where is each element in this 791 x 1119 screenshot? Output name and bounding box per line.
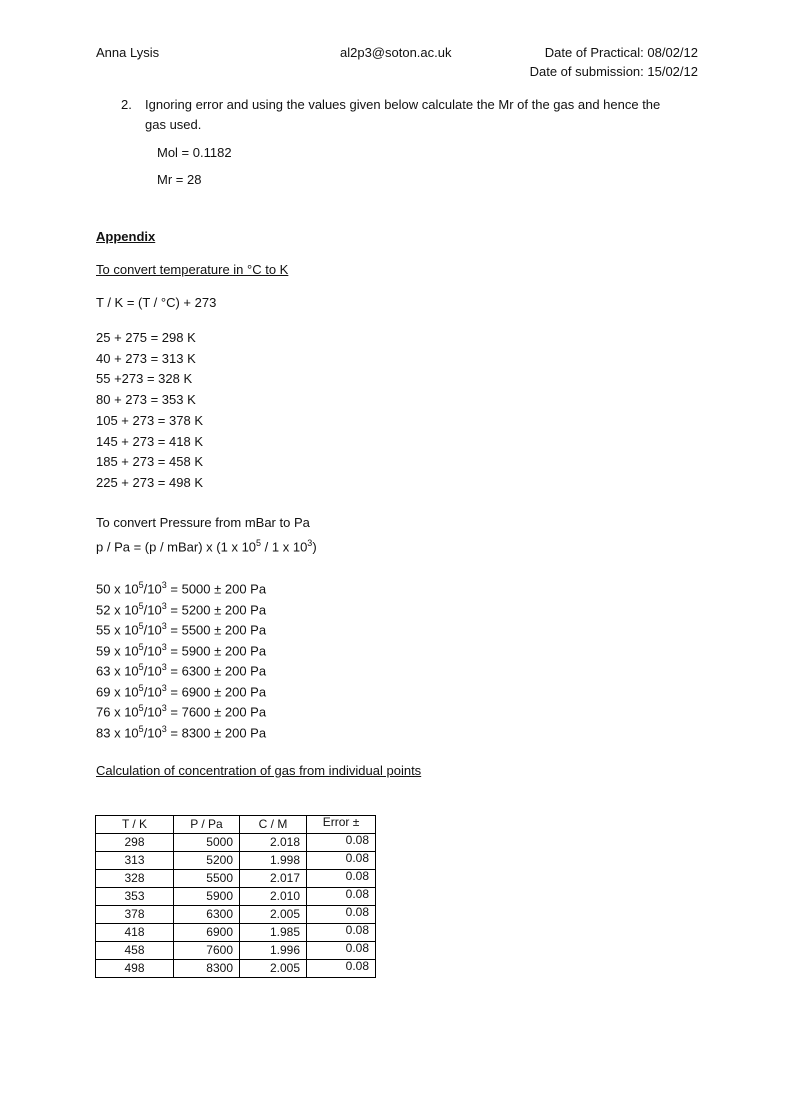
pressure-base: 69 bbox=[96, 683, 111, 699]
pressure-base: 55 bbox=[96, 622, 111, 638]
table-body bbox=[96, 834, 376, 978]
pressure-result: = 8300 ± 200 Pa bbox=[170, 724, 267, 740]
pressure-divisor: /10 bbox=[143, 683, 162, 699]
cell-concentration: 2.018 bbox=[240, 834, 307, 852]
cell-error: 0.08 bbox=[307, 906, 376, 924]
pressure-base: 59 bbox=[96, 642, 111, 658]
pressure-base: 52 bbox=[96, 601, 111, 617]
table-row bbox=[96, 834, 376, 852]
header-temperature: T / K bbox=[96, 816, 174, 834]
pressure-base: 83 bbox=[96, 724, 111, 740]
pressure-result: = 5500 ± 200 Pa bbox=[170, 622, 267, 638]
question-number: 2. bbox=[121, 97, 132, 112]
temperature-conversion-line: 225 + 273 = 498 K bbox=[96, 474, 203, 490]
cell-error: 0.08 bbox=[307, 942, 376, 960]
pressure-exponent-denominator: 3 bbox=[161, 580, 167, 590]
pressure-result: = 5900 ± 200 Pa bbox=[170, 642, 267, 658]
pressure-conversion-line bbox=[96, 700, 266, 720]
cell-pressure: 7600 bbox=[174, 942, 240, 960]
pressure-result: = 5000 ± 200 Pa bbox=[170, 581, 267, 597]
cell-concentration: 1.985 bbox=[240, 924, 307, 942]
date-of-submission: Date of submission: 15/02/12 bbox=[529, 64, 698, 79]
table-row bbox=[96, 942, 376, 960]
cell-error: 0.08 bbox=[307, 834, 376, 852]
pressure-formula bbox=[96, 535, 317, 555]
pressure-conversion-line bbox=[96, 598, 266, 618]
temperature-conversion-line: 25 + 275 = 298 K bbox=[96, 330, 196, 345]
cell-temperature: 498 bbox=[96, 960, 174, 978]
header-pressure: P / Pa bbox=[174, 816, 240, 834]
pressure-formula-part-b: / 1 x 10 bbox=[261, 539, 308, 555]
pressure-exponent-denominator: 3 bbox=[161, 703, 167, 713]
cell-concentration: 2.005 bbox=[240, 960, 307, 978]
temperature-conversion-line: 105 + 273 = 378 K bbox=[96, 412, 203, 428]
cell-temperature: 458 bbox=[96, 942, 174, 960]
temperature-conversion-line: 145 + 273 = 418 K bbox=[96, 433, 203, 449]
pressure-conversion-line bbox=[96, 639, 266, 659]
author-email: al2p3@soton.ac.uk bbox=[340, 45, 452, 60]
pressure-multiplier: x 10 bbox=[110, 581, 139, 597]
cell-concentration: 2.005 bbox=[240, 906, 307, 924]
appendix-heading: Appendix bbox=[96, 229, 156, 244]
table-row bbox=[96, 888, 376, 906]
temperature-conversion-line: 40 + 273 = 313 K bbox=[96, 350, 196, 366]
pressure-divisor: /10 bbox=[143, 622, 162, 638]
pressure-divisor: /10 bbox=[143, 663, 162, 679]
pressure-divisor: /10 bbox=[143, 601, 162, 617]
cell-temperature: 353 bbox=[96, 888, 174, 906]
pressure-divisor: /10 bbox=[143, 724, 162, 740]
cell-error: 0.08 bbox=[307, 852, 376, 870]
pressure-divisor: /10 bbox=[143, 642, 162, 658]
cell-temperature: 378 bbox=[96, 906, 174, 924]
concentration-heading: Calculation of concentration of gas from individual points bbox=[96, 763, 422, 778]
pressure-exponent-numerator: 5 bbox=[138, 662, 144, 672]
pressure-conversion-line bbox=[96, 659, 266, 679]
pressure-exponent-denominator: 3 bbox=[161, 600, 167, 611]
temperature-conversion-line: 80 + 273 = 353 K bbox=[96, 392, 196, 408]
cell-pressure: 5000 bbox=[174, 834, 240, 852]
pressure-multiplier: x 10 bbox=[110, 683, 139, 699]
temperature-conversion-line: 55 +273 = 328 K bbox=[96, 371, 193, 387]
pressure-base: 63 bbox=[96, 663, 111, 679]
cell-temperature: 298 bbox=[96, 834, 174, 852]
pressure-result: = 6300 ± 200 Pa bbox=[170, 663, 267, 679]
pressure-multiplier: x 10 bbox=[110, 622, 139, 638]
table-row bbox=[96, 924, 376, 942]
cell-error: 0.08 bbox=[307, 960, 376, 978]
pressure-exponent-denominator: 3 bbox=[161, 621, 167, 631]
pressure-exponent-numerator: 5 bbox=[138, 723, 144, 734]
table-row bbox=[96, 852, 376, 870]
pressure-exponent-numerator: 5 bbox=[138, 682, 144, 693]
cell-concentration: 1.996 bbox=[240, 942, 307, 960]
question-text-line1: Ignoring error and using the values given below calculate the Mr of the gas and hence the bbox=[145, 97, 661, 112]
cell-pressure: 5500 bbox=[174, 870, 240, 888]
table-row bbox=[96, 960, 376, 978]
pressure-exponent-denominator: 3 bbox=[161, 641, 167, 652]
mr-value: Mr = 28 bbox=[157, 172, 202, 187]
question-text-line2: gas used. bbox=[145, 117, 202, 132]
cell-error: 0.08 bbox=[307, 888, 376, 906]
pressure-exponent-denominator: 3 bbox=[161, 723, 167, 734]
pressure-multiplier: x 10 bbox=[110, 601, 139, 617]
cell-concentration: 2.017 bbox=[240, 870, 307, 888]
pressure-divisor: /10 bbox=[143, 581, 162, 597]
pressure-exponent-numerator: 5 bbox=[138, 600, 144, 611]
cell-concentration: 2.010 bbox=[240, 888, 307, 906]
pressure-formula-part-c: ) bbox=[312, 539, 317, 555]
pressure-formula-exponent-2: 3 bbox=[307, 538, 313, 548]
concentration-table bbox=[95, 815, 376, 978]
pressure-conversion-line bbox=[96, 577, 266, 597]
pressure-formula-exponent-1: 5 bbox=[256, 538, 262, 548]
temperature-heading: To convert temperature in °C to K bbox=[96, 262, 289, 277]
pressure-exponent-numerator: 5 bbox=[138, 641, 144, 652]
pressure-base: 50 bbox=[96, 581, 111, 597]
author-name: Anna Lysis bbox=[96, 45, 160, 60]
pressure-formula-part-a: p / Pa = (p / mBar) x (1 x 10 bbox=[96, 539, 257, 555]
pressure-conversion-line bbox=[96, 618, 266, 638]
pressure-result: = 7600 ± 200 Pa bbox=[170, 704, 267, 720]
temperature-formula: T / K = (T / °C) + 273 bbox=[96, 295, 217, 310]
cell-pressure: 5200 bbox=[174, 852, 240, 870]
cell-pressure: 6300 bbox=[174, 906, 240, 924]
pressure-result: = 5200 ± 200 Pa bbox=[170, 601, 267, 617]
pressure-exponent-denominator: 3 bbox=[161, 662, 167, 672]
cell-concentration: 1.998 bbox=[240, 852, 307, 870]
pressure-base: 76 bbox=[96, 704, 111, 720]
cell-temperature: 313 bbox=[96, 852, 174, 870]
cell-pressure: 8300 bbox=[174, 960, 240, 978]
pressure-exponent-numerator: 5 bbox=[138, 703, 144, 713]
temperature-conversion-line: 185 + 273 = 458 K bbox=[96, 454, 203, 470]
pressure-conversion-line bbox=[96, 721, 266, 741]
table-header-row bbox=[96, 816, 376, 834]
pressure-multiplier: x 10 bbox=[110, 724, 139, 740]
pressure-conversion-line bbox=[96, 680, 266, 700]
cell-error: 0.08 bbox=[307, 870, 376, 888]
pressure-divisor: /10 bbox=[143, 704, 162, 720]
pressure-exponent-numerator: 5 bbox=[138, 580, 144, 590]
cell-pressure: 6900 bbox=[174, 924, 240, 942]
table-row bbox=[96, 870, 376, 888]
header-concentration: C / M bbox=[240, 816, 307, 834]
header-error: Error ± bbox=[307, 816, 376, 834]
pressure-exponent-denominator: 3 bbox=[161, 682, 167, 693]
pressure-multiplier: x 10 bbox=[110, 642, 139, 658]
mol-value: Mol = 0.1182 bbox=[157, 145, 232, 160]
pressure-multiplier: x 10 bbox=[110, 704, 139, 720]
table-row bbox=[96, 906, 376, 924]
pressure-result: = 6900 ± 200 Pa bbox=[170, 683, 267, 699]
pressure-exponent-numerator: 5 bbox=[138, 621, 144, 631]
cell-pressure: 5900 bbox=[174, 888, 240, 906]
cell-error: 0.08 bbox=[307, 924, 376, 942]
cell-temperature: 328 bbox=[96, 870, 174, 888]
pressure-heading: To convert Pressure from mBar to Pa bbox=[96, 515, 310, 530]
cell-temperature: 418 bbox=[96, 924, 174, 942]
pressure-multiplier: x 10 bbox=[110, 663, 139, 679]
date-of-practical: Date of Practical: 08/02/12 bbox=[544, 45, 698, 60]
